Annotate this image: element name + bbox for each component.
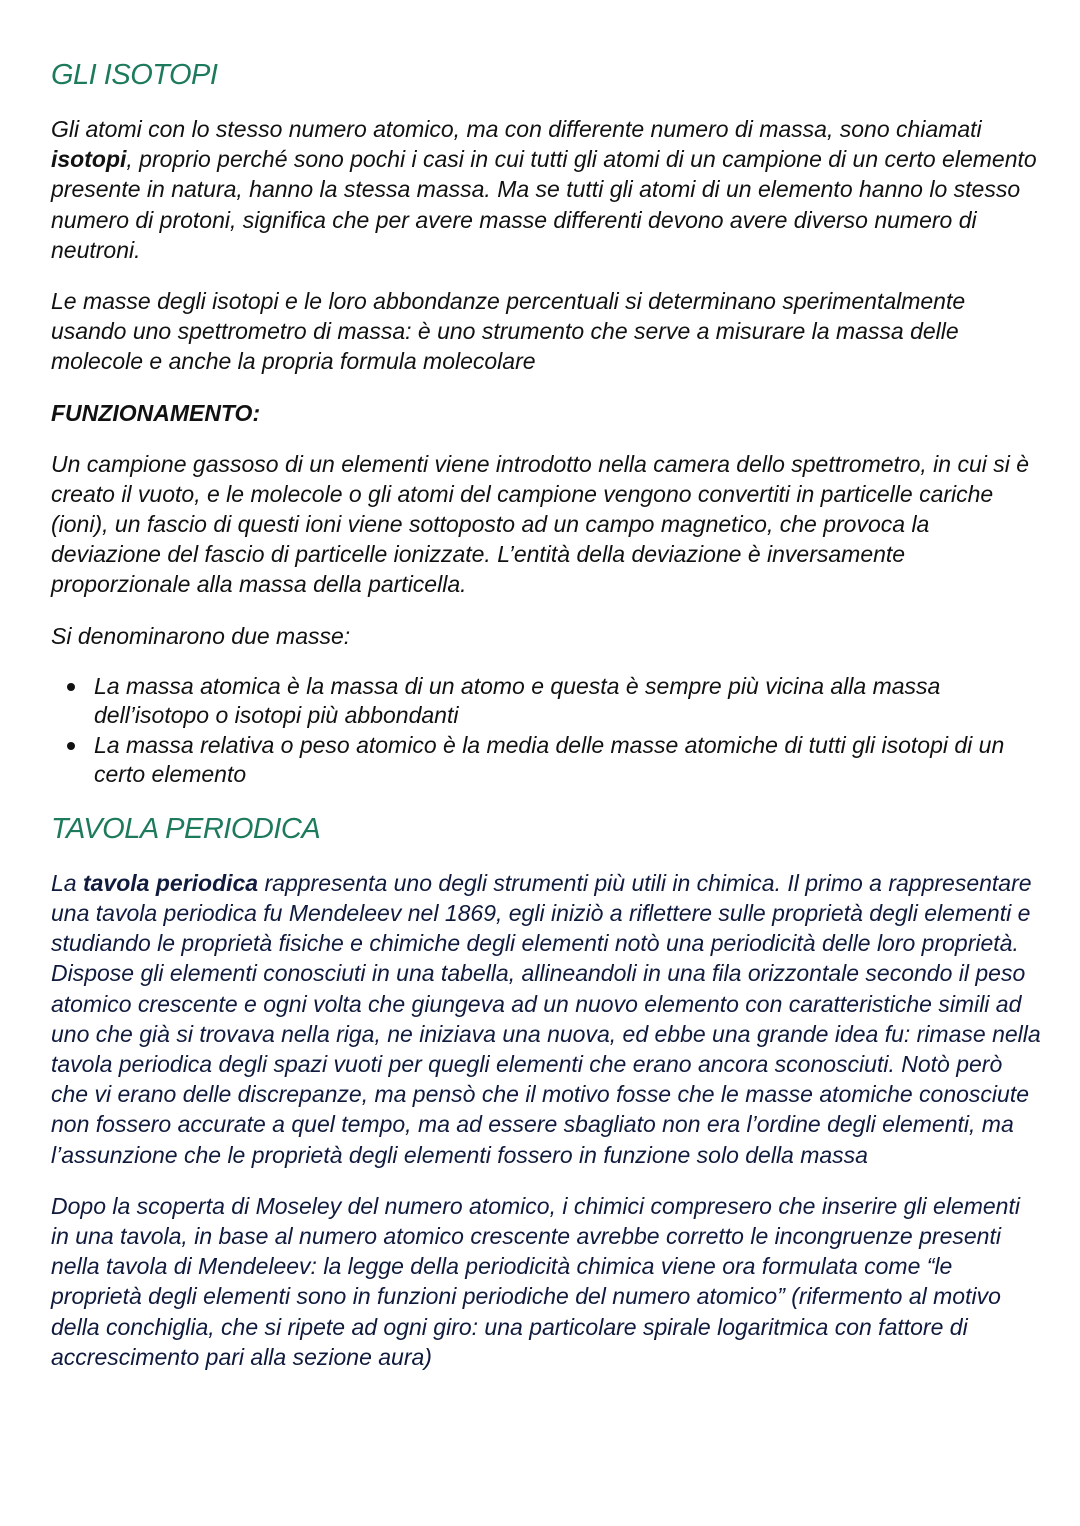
section-title-isotopi: GLI ISOTOPI <box>51 59 218 91</box>
text-run: La <box>51 869 83 896</box>
bullet-icon <box>67 683 75 691</box>
funzionamento-paragraph: Un campione gassoso di un elementi viene introdotto nella camera dello spettrometro, in cui si è creato il vuoto, e le molecole o gli atomi del campione vengono convertiti in particelle cariche (ioni), un fascio di questi ioni viene sottoposto ad un campo magnetico, che provoca la deviazione del fascio di particelle ionizzate. L’entità della deviazione è inversamente proporzionale alla massa della particella. <box>51 450 1030 598</box>
list-item-text: La massa relativa o peso atomico è la media delle masse atomiche di tutti gli isotopi di un certo elemento <box>94 731 1005 788</box>
tavola-paragraph-2: Dopo la scoperta di Moseley del numero atomico, i chimici compresero che inserire gli elementi in una tavola, in base al numero atomico crescente avrebbe corretto le incongruenze presenti nella tavola di Mendeleev: la legge della periodicità chimica viene ora formulata come “le proprietà degli elementi sono in funzioni periodiche del numero atomico” (rifermento al motivo della conchiglia, che si ripete ad ogni giro: una particolare spirale logaritmica con fattore di accrescimento pari alla sezione aura) <box>51 1192 1020 1370</box>
section-title-tavola-periodica: TAVOLA PERIODICA <box>51 812 321 845</box>
bold-term-tavola-periodica: tavola periodica <box>82 869 259 896</box>
masse-bullet-list <box>51 672 1041 790</box>
funzionamento-label: FUNZIONAMENTO: <box>51 399 261 426</box>
text-run: Gli atomi con lo stesso numero atomico, ma con differente numero di massa, sono chiamati <box>51 116 982 142</box>
bold-term-isotopi: isotopi <box>51 146 127 173</box>
isotopi-paragraph-2: Le masse degli isotopi e le loro abbondanze percentuali si determinano sperimentalmente usando uno spettrometro di massa: è uno strumento che serve a misurare la massa delle molecole e anche la propria formula molecolare <box>51 288 966 375</box>
masse-intro: Si denominarono due masse: <box>51 622 351 649</box>
bullet-icon <box>67 742 75 750</box>
text-run: , proprio perché sono pochi i casi in cui tutti gli atomi di un campione di un certo elemento presente in natura, hanno la stessa massa. Ma se tutti gli atomi di un elemento hanno lo stesso numero di protoni, significa che per avere masse differenti devono avere diverso numero di neutroni. <box>51 146 1037 263</box>
text-run: rappresenta uno degli strumenti più utili in chimica. Il primo a rappresentare una tavola periodica fu Mendeleev nel 1869, egli iniziò a riflettere sulle proprietà degli elementi e studiando le proprietà fisiche e chimiche degli elementi notò una periodicità delle loro proprietà. Dispose gli elementi conosciuti in una tabella, allineandoli in una fila orizzontale secondo il peso atomico crescente e ogni volta che giungeva ad un nuovo elemento con caratteristiche simili ad uno che già si trovava nella riga, ne iniziava una nuova, ed ebbe una grande idea fu: rimase nella tavola periodica degli spazi vuoti per quegli elementi che erano ancora sconosciuti. Notò però che vi erano delle discrepanze, ma pensò che il motivo fosse che le masse atomiche conosciute non fossero accurate a quel tempo, ma ad essere sbagliato non era l’ordine degli elementi, ma l’assunzione che le proprietà degli elementi fossero in funzione solo della massa <box>51 869 1041 1168</box>
tavola-paragraph-1 <box>51 868 1041 1170</box>
list-item <box>51 672 1041 731</box>
list-item <box>51 731 1041 790</box>
isotopi-paragraph-1 <box>51 114 1041 265</box>
document-page <box>51 58 1041 1393</box>
list-item-text: La massa atomica è la massa di un atomo e questa è sempre più vicina alla massa dell’isotopo o isotopi più abbondanti <box>94 672 941 729</box>
